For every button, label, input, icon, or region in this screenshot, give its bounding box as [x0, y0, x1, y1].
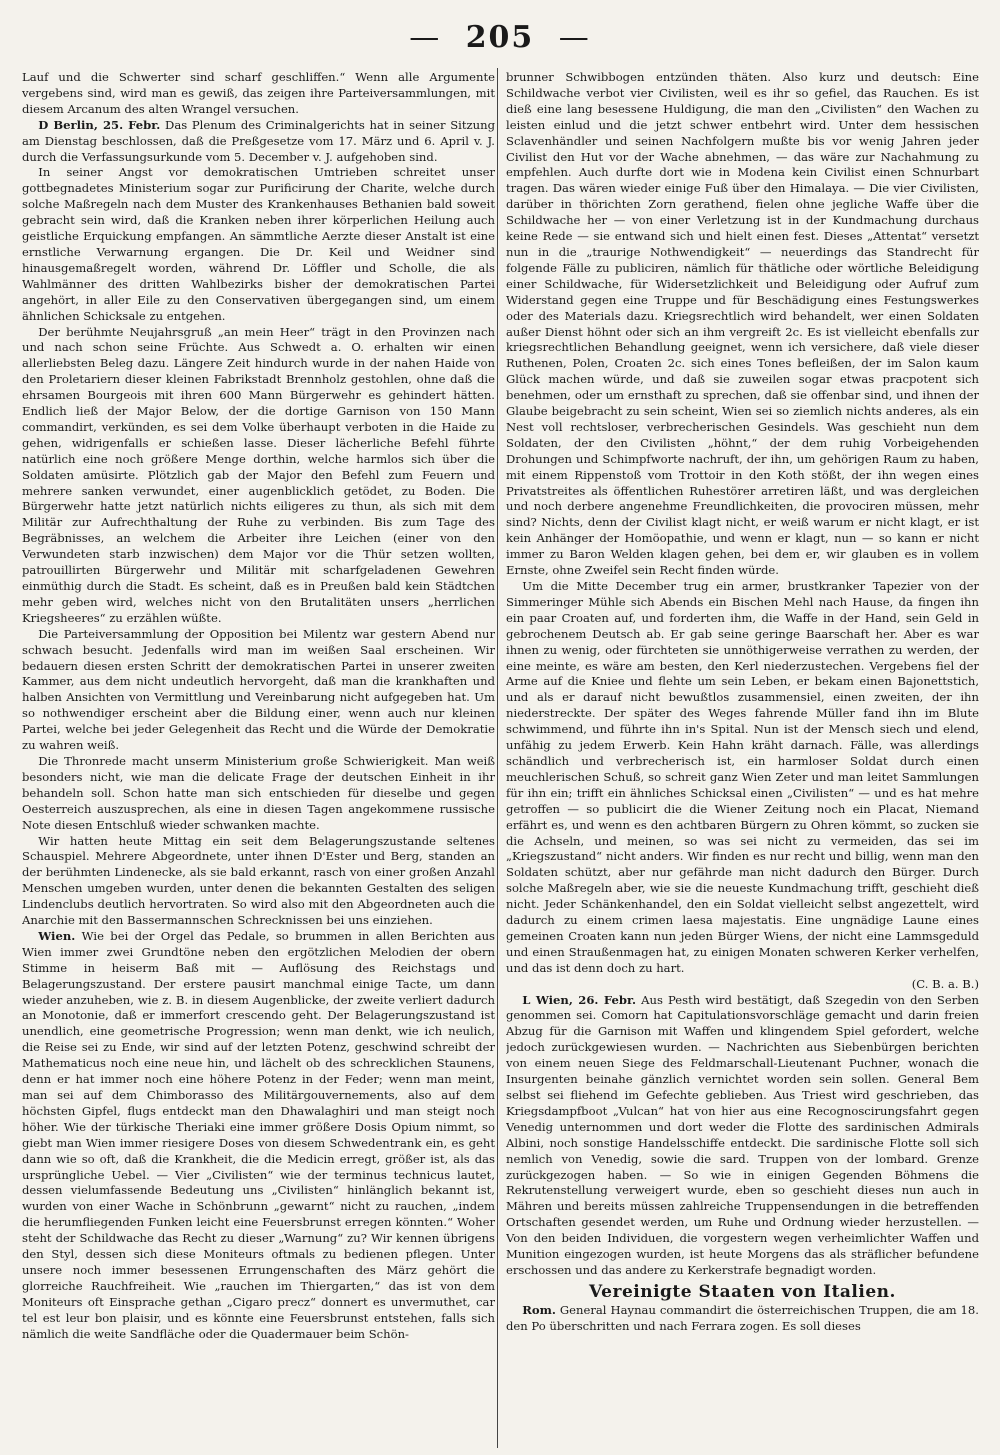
- paragraph-text: In seiner Angst vor demokratischen Umtrieben schreitet unser gottbegnadetes Ministerium sogar zur Purificirung der Charite, welche durch solche Maßregeln nach dem Muster des Krankenhauses Bethanien bald soweit gebracht sein wird, daß die Kranken neben ihrer körperlichen Heilung auch geistliche Erquickung empfangen. An sämmtliche Aerzte dieser Anstalt ist eine ernstliche Verwarnung ergangen. Die Dr. Keil und Weidner sind hinausgemaßregelt worden, während Dr. Löffler und Scholle, die als Wahlmänner des dritten Wahlbezirks bisher der demokratischen Partei angehört, in aller Eile zu den Conservativen übergegangen sind, um einem ähnlichen Schicksale zu entgehen.: [22, 165, 495, 323]
- dateline: Rom.: [522, 1302, 556, 1317]
- section-title: Vereinigte Staaten von Italien.: [589, 1281, 896, 1302]
- paragraph-text: Wie bei der Orgel das Pedale, so brummen in allen Berichten aus Wien immer zwei Grundtöne neben den ergötzlichen Melodien der obern Stimme in heiserm Baß mit — Auflösung des Reichstags und Belagerungszustand. Der erstere pausirt manchmal einige Tacte, um dann wieder anzuheben, wie z. B. in diesem Augenblicke, der zweite verliert dadurch an Monotonie, daß er immerfort crescendo geht. Der Belagerungszustand ist unendlich, eine geometrische Progression; wenn man denkt, wie ich neulich, die Reise sei zu Ende, wir sind auf der letzten Potenz, geschwind schreibt der Mathematicus noch eine neue hin, und lächelt ob des schrecklichen Staunens, denn er hat immer noch eine höhere Potenz in der Feder; wenn man meint, man sei auf dem Chimborasso des Militärgouvernements, also auf dem höchsten Gipfel, flugs entdeckt man den Dhawalaghiri und man steigt noch höher. Wie der türkische Theriaki eine immer größere Dosis Opium nimmt, so giebt man Wien immer riesigere Doses von diesem Schwedentrank ein, es geht dann wie so oft, daß die Krankheit, die die Medicin erregt, größer ist, als das ursprüngliche Uebel. — Vier „Civilisten“ wie der terminus technicus lautet, dessen vielumfassende Bedeutung uns „Civilisten“ hinlänglich bekannt ist, wurden von einer Wache in Schönbrunn „gewarnt“ nicht zu rauchen, „indem die herumfliegenden Funken leicht eine Feuersbrunst erregen könnten.“ Woher steht der Schildwache das Recht zu dieser „Warnung“ zu? Wir kennen übrigens den Styl, dessen sich diese Moniteurs oftmals zu bedienen pflegen. Unter unsere noch immer besessenen Errungenschaften des März gehört die glorreiche Rauchfreiheit. Wie „rauchen im Thiergarten,“ das ist von dem Moniteurs oft Einsprache gethan „Cigaro precz“ donnert es unvermuthet, car tel est leur bon plaisir, und es könnte eine Feuersbrunst entstehen, falls sich nämlich die weite Sandfläche oder die Quadermauer beim Schön-: [22, 928, 495, 1341]
- dateline: L Wien, 26. Febr.: [522, 992, 637, 1007]
- article-paragraph: [22, 929, 495, 1343]
- paragraph-text: General Haynau commandirt die österreichischen Truppen, die am 18. den Po überschritten und nach Ferrara zogen. Es soll dieses: [506, 1302, 979, 1333]
- article-paragraph: [22, 325, 495, 627]
- dateline: D Berlin, 25. Febr.: [38, 117, 161, 132]
- article-paragraph: [22, 627, 495, 754]
- paragraph-text: Die Thronrede macht unserm Ministerium große Schwierigkeit. Man weiß besonders nicht, wie man die delicate Frage der deutschen Einheit in ihr behandeln soll. Schon hatte man sich entschieden für dieselbe und gegen Oesterreich auszusprechen, als eine in diesen Tagen angekommene russische Note diesen Entschluß wieder schwanken machte.: [22, 753, 495, 832]
- dateline: Wien.: [38, 928, 76, 943]
- paragraph-text: Das Plenum des Criminalgerichts hat in seiner Sitzung am Dienstag beschlossen, daß die Preßgesetze vom 17. März und 6. April v. J. durch die Verfassungsurkunde vom 5. December v. J. aufgehoben sind.: [22, 117, 495, 164]
- article-paragraph: [22, 165, 495, 324]
- header-dash-right: —: [558, 20, 591, 55]
- article-paragraph: [22, 70, 495, 118]
- article-paragraph: [506, 993, 979, 1279]
- page-header: [0, 20, 1000, 55]
- page-number: 205: [465, 20, 535, 55]
- paragraph-text: Die Parteiversammlung der Opposition bei Milentz war gestern Abend nur schwach besucht. Jedenfalls wird man im weißen Saal erscheinen. Wir bedauern diesen ersten Schritt der demokratischen Partei in unserer zweiten Kammer, aus dem nicht undeutlich hervorgeht, daß man die krankhaften und halben Ansichten von Vermittlung und Vereinbarung nicht aufgegeben hat. Um so nothwendiger erscheint aber die Bildung einer, wenn auch nur kleinen Partei, welche bei jeder Gelegenheit das Recht und die Würde der Demokratie zu wahren weiß.: [22, 626, 495, 753]
- article-paragraph: [22, 834, 495, 929]
- article-paragraph: [22, 118, 495, 166]
- left-column: [22, 70, 495, 1445]
- paragraph-text: Um die Mitte December trug ein armer, brustkranker Tapezier von der Simmeringer Mühle sich Abends ein Bischen Mehl nach Hause, da fingen ihn ein paar Croaten auf, und forderten ihm, die Waffe in der Hand, sein Geld in gebrochenem Deutsch ab. Er gab seine geringe Baarschaft her. Aber es war ihnen zu wenig, oder fürchteten sie unnöthigerweise verrathen zu werden, der eine meinte, es wäre am besten, den Kerl niederzustechen. Vergebens fiel der Arme auf die Kniee und flehte um sein Leben, er bekam einen Bajonettstich, und als er darauf nicht bewußtlos zusammensiel, einen zweiten, der ihn niederstreckte. Der später des Weges fahrende Müller fand ihn im Blute schwimmend, und führte ihn in's Spital. Nun ist der Mensch siech und elend, unfähig zu jedem Erwerb. Kein Hahn kräht darnach. Fälle, was allerdings schändlich und verbrecherisch ist, ein harmloser Soldat durch einen meuchlerischen Schuß, so schreit ganz Wien Zeter und man leitet Sammlungen für ihn ein; trifft ein ähnliches Schicksal einen „Civilisten“ — und es hat mehre getroffen — so publicirt die die Wiener Zeitung noch ein Placat, Niemand erfährt es, und wenn es den achtbaren Bürgern zu Ohren kömmt, so zucken sie die Achseln, und meinen, so was sei nicht zu vermeiden, das sei im „Kriegszustand“ nicht anders. Wir finden es nur recht und billig, wenn man den Soldaten schützt, aber nur gefährde man nicht dadurch den Bürger. Durch solche Maßregeln aber, wie sie die neueste Kundmachung trifft, geschieht dieß nicht. Jeder Schänkenhandel, den ein Soldat vielleicht selbst angezettelt, wird dadurch zu einem crimen laesa majestatis. Eine ungnädige Laune eines gemeinen Croaten kann nun jeden Bürger Wiens, der nicht eine Lammsgeduld und einen Straußenmagen hat, zu einigen Monaten schweren Kerker verhelfen, und das ist denn doch zu hart.: [506, 579, 979, 975]
- article-paragraph: [506, 70, 979, 579]
- paragraph-text: Wir hatten heute Mittag ein seit dem Belagerungszustande seltenes Schauspiel. Mehrere Abgeordnete, unter ihnen D'Ester und Berg, standen an der berühmten Lindenecke, als sie bald erkannt, rasch von einer großen Anzahl Menschen umgeben wurden, unter denen die bekannten Gestalten des seligen Lindenclubs deutlich hervortraten. So wird also mit den Abgeordneten auch die Anarchie mit den Bassermannschen Schrecknissen bei uns einziehen.: [22, 833, 495, 928]
- header-dash-left: —: [409, 20, 442, 55]
- article-paragraph: [506, 977, 979, 993]
- paragraph-text: Lauf und die Schwerter sind scharf geschliffen.“ Wenn alle Argumente vergebens sind, wird man es gewiß, das zeigen ihre Parteiversammlungen, mit diesem Arcanum des alten Wrangel versuchen.: [22, 70, 495, 116]
- article-paragraph: [22, 754, 495, 834]
- paragraph-text: Der berühmte Neujahrsgruß „an mein Heer“ trägt in den Provinzen nach und nach schon seine Früchte. Aus Schwedt a. O. erhalten wir einen allerliebsten Beleg dazu. Längere Zeit hindurch wurde in der nahen Haide von den Proletariern dieser kleinen Fabrikstadt Brennholz gestohlen, ohne daß die ehrsamen Bourgeois mit ihren 600 Mann Bürgerwehr es gehindert hätten. Endlich ließ der Major Below, der die dortige Garnison von 150 Mann commandirt, verkünden, es sei dem Volke überhaupt verboten in die Haide zu gehen, widrigenfalls er schießen lasse. Dieser lächerliche Befehl führte natürlich eine noch größere Menge dorthin, welche harmlos sich über die Soldaten amüsirte. Plötzlich gab der Major den Befehl zum Feuern und mehrere sanken verwundet, einer augenblicklich getödet, zu Boden. Die Bürgerwehr hatte jetzt natürlich nichts eiligeres zu thun, als sich mit dem Militär zur Aufrechthaltung der Ruhe zu verbinden. Bis zum Tage des Begräbnisses, an welchem die Arbeiter ihre Leichen (einer von den Verwundeten starb inzwischen) dem Major vor die Thür setzen wollten, patrouillirten Bürgerwehr und Militär mit scharfgeladenen Gewehren einmüthig durch die Stadt. Es scheint, daß es in Preußen bald kein Städtchen mehr geben wird, welches nicht von den Brutalitäten unsers „herrlichen Kriegsheeres“ zu erzählen wüßte.: [22, 324, 495, 625]
- column-divider: [497, 68, 498, 1448]
- paragraph-text: (C. B. a. B.): [911, 976, 979, 991]
- paragraph-text: Aus Pesth wird bestätigt, daß Szegedin von den Serben genommen sei. Comorn hat Capitulationsvorschläge gemacht und darin freien Abzug für die Garnison mit Waffen und klingendem Spiel gefordert, welche jedoch zurückgewiesen wurden. — Nachrichten aus Siebenbürgen berichten von einem neuen Siege des Feldmarschall-Lieutenant Puchner, wonach die Insurgenten beinahe gänzlich vernichtet worden sein sollen. General Bem selbst sei fliehend im Gefechte geblieben. Aus Triest wird geschrieben, das Kriegsdampfboot „Vulcan“ hat von hier aus eine Recognoscirungsfahrt gegen Venedig unternommen und dort weder die Flotte des sardinischen Admirals Albini, noch sonstige Handelsschiffe entdeckt. Die sardinische Flotte soll sich nemlich von Venedig, sowie die sard. Truppen von der lombard. Grenze zurückgezogen haben. — So wie in einigen Gegenden Böhmens die Rekrutenstellung verweigert wurde, eben so geschieht dieses nun auch in Mähren und bereits müssen zahlreiche Truppensendungen in die betreffenden Ortschaften gesendet werden, um Ruhe und Ordnung wieder herzustellen. — Von den beiden Individuen, die vorgestern wegen verheimlichter Waffen und Munition eingezogen wurden, ist heute Morgens das als sträflicher befundene erschossen und das andere zu Kerkerstrafe begnadigt worden.: [506, 992, 979, 1277]
- article-paragraph: [506, 579, 979, 977]
- right-column: [506, 70, 979, 1445]
- paragraph-text: brunner Schwibbogen entzünden thäten. Also kurz und deutsch: Eine Schildwache verbot vier Civilisten, weil es ihr so gefiel, das Rauchen. Es ist dieß eine lang besessene Huldigung, die man den „Civilisten“ den Wachen zu leisten einlud und die jetzt schwer entbehrt wird. Unter dem hessischen Sclavenhändler und seinen Nachfolgern mußte bis vor wenig Jahren jeder Civilist den Hut vor der Wache abnehmen, — das wäre zur Nachahmung zu empfehlen. Auch durfte dort wie in Modena kein Civilist einen Schnurbart tragen. Das wären wieder einige Fuß über den Himalaya. — Die vier Civilisten, darüber in thörichten Zorn gerathend, fielen ohne jegliche Waffe über die Schildwache her — von einer Verletzung ist in der Kundmachung durchaus keine Rede — sie entwand sich und hielt einen fest. Dieses „Attentat“ versetzt nun in die „traurige Nothwendigkeit“ — neuerdings das Standrecht für folgende Fälle zu publiciren, nämlich für thätliche oder wörtliche Beleidigung einer Schildwache, für Widersetzlichkeit und Beleidigung oder Aufruf zum Widerstand gegen eine Truppe und für Beschädigung eines Festungswerkes oder des Materials dazu. Kriegsrechtlich wird behandelt, wer einen Soldaten außer Dienst höhnt oder sich an ihm vergreift 2c. Es ist vielleicht ebenfalls zur kriegsrechtlichen Behandlung geeignet, wenn ich versichere, daß viele dieser Ruthenen, Polen, Croaten 2c. sich eines Tones befleißen, der im Salon kaum Glück machen würde, und daß sie zuweilen sogar etwas pracpotent sich benehmen, oder um ernsthaft zu sprechen, daß sie offenbar sind, und ihnen der Glaube beigebracht zu sein scheint, Wien sei so ziemlich nichts anderes, als ein Nest voll rechtsloser, verbrecherischen Gesindels. Was geschieht nun dem Soldaten, der den Civilisten „höhnt,“ der dem ruhig Vorbeigehenden Drohungen und Schimpfworte nachruft, der ihn, um gehörigen Raum zu haben, mit einem Rippenstoß vom Trottoir in den Koth stößt, der ihn wegen eines Privatstreites als öffentlichen Ruhestörer arretiren läßt, und was dergleichen und noch derbere angenehme Freundlichkeiten, die provociren müssen, mehr sind? Nichts, denn der Civilist klagt nicht, er weiß warum er nicht klagt, er ist kein Anhänger der Homöopathie, und wenn er klagt, nun — so kann er nicht immer zu Baron Welden klagen gehen, bei dem er, wir glauben es in vollem Ernste, ohne Zweifel sein Recht finden würde.: [506, 70, 979, 578]
- article-paragraph: [506, 1303, 979, 1335]
